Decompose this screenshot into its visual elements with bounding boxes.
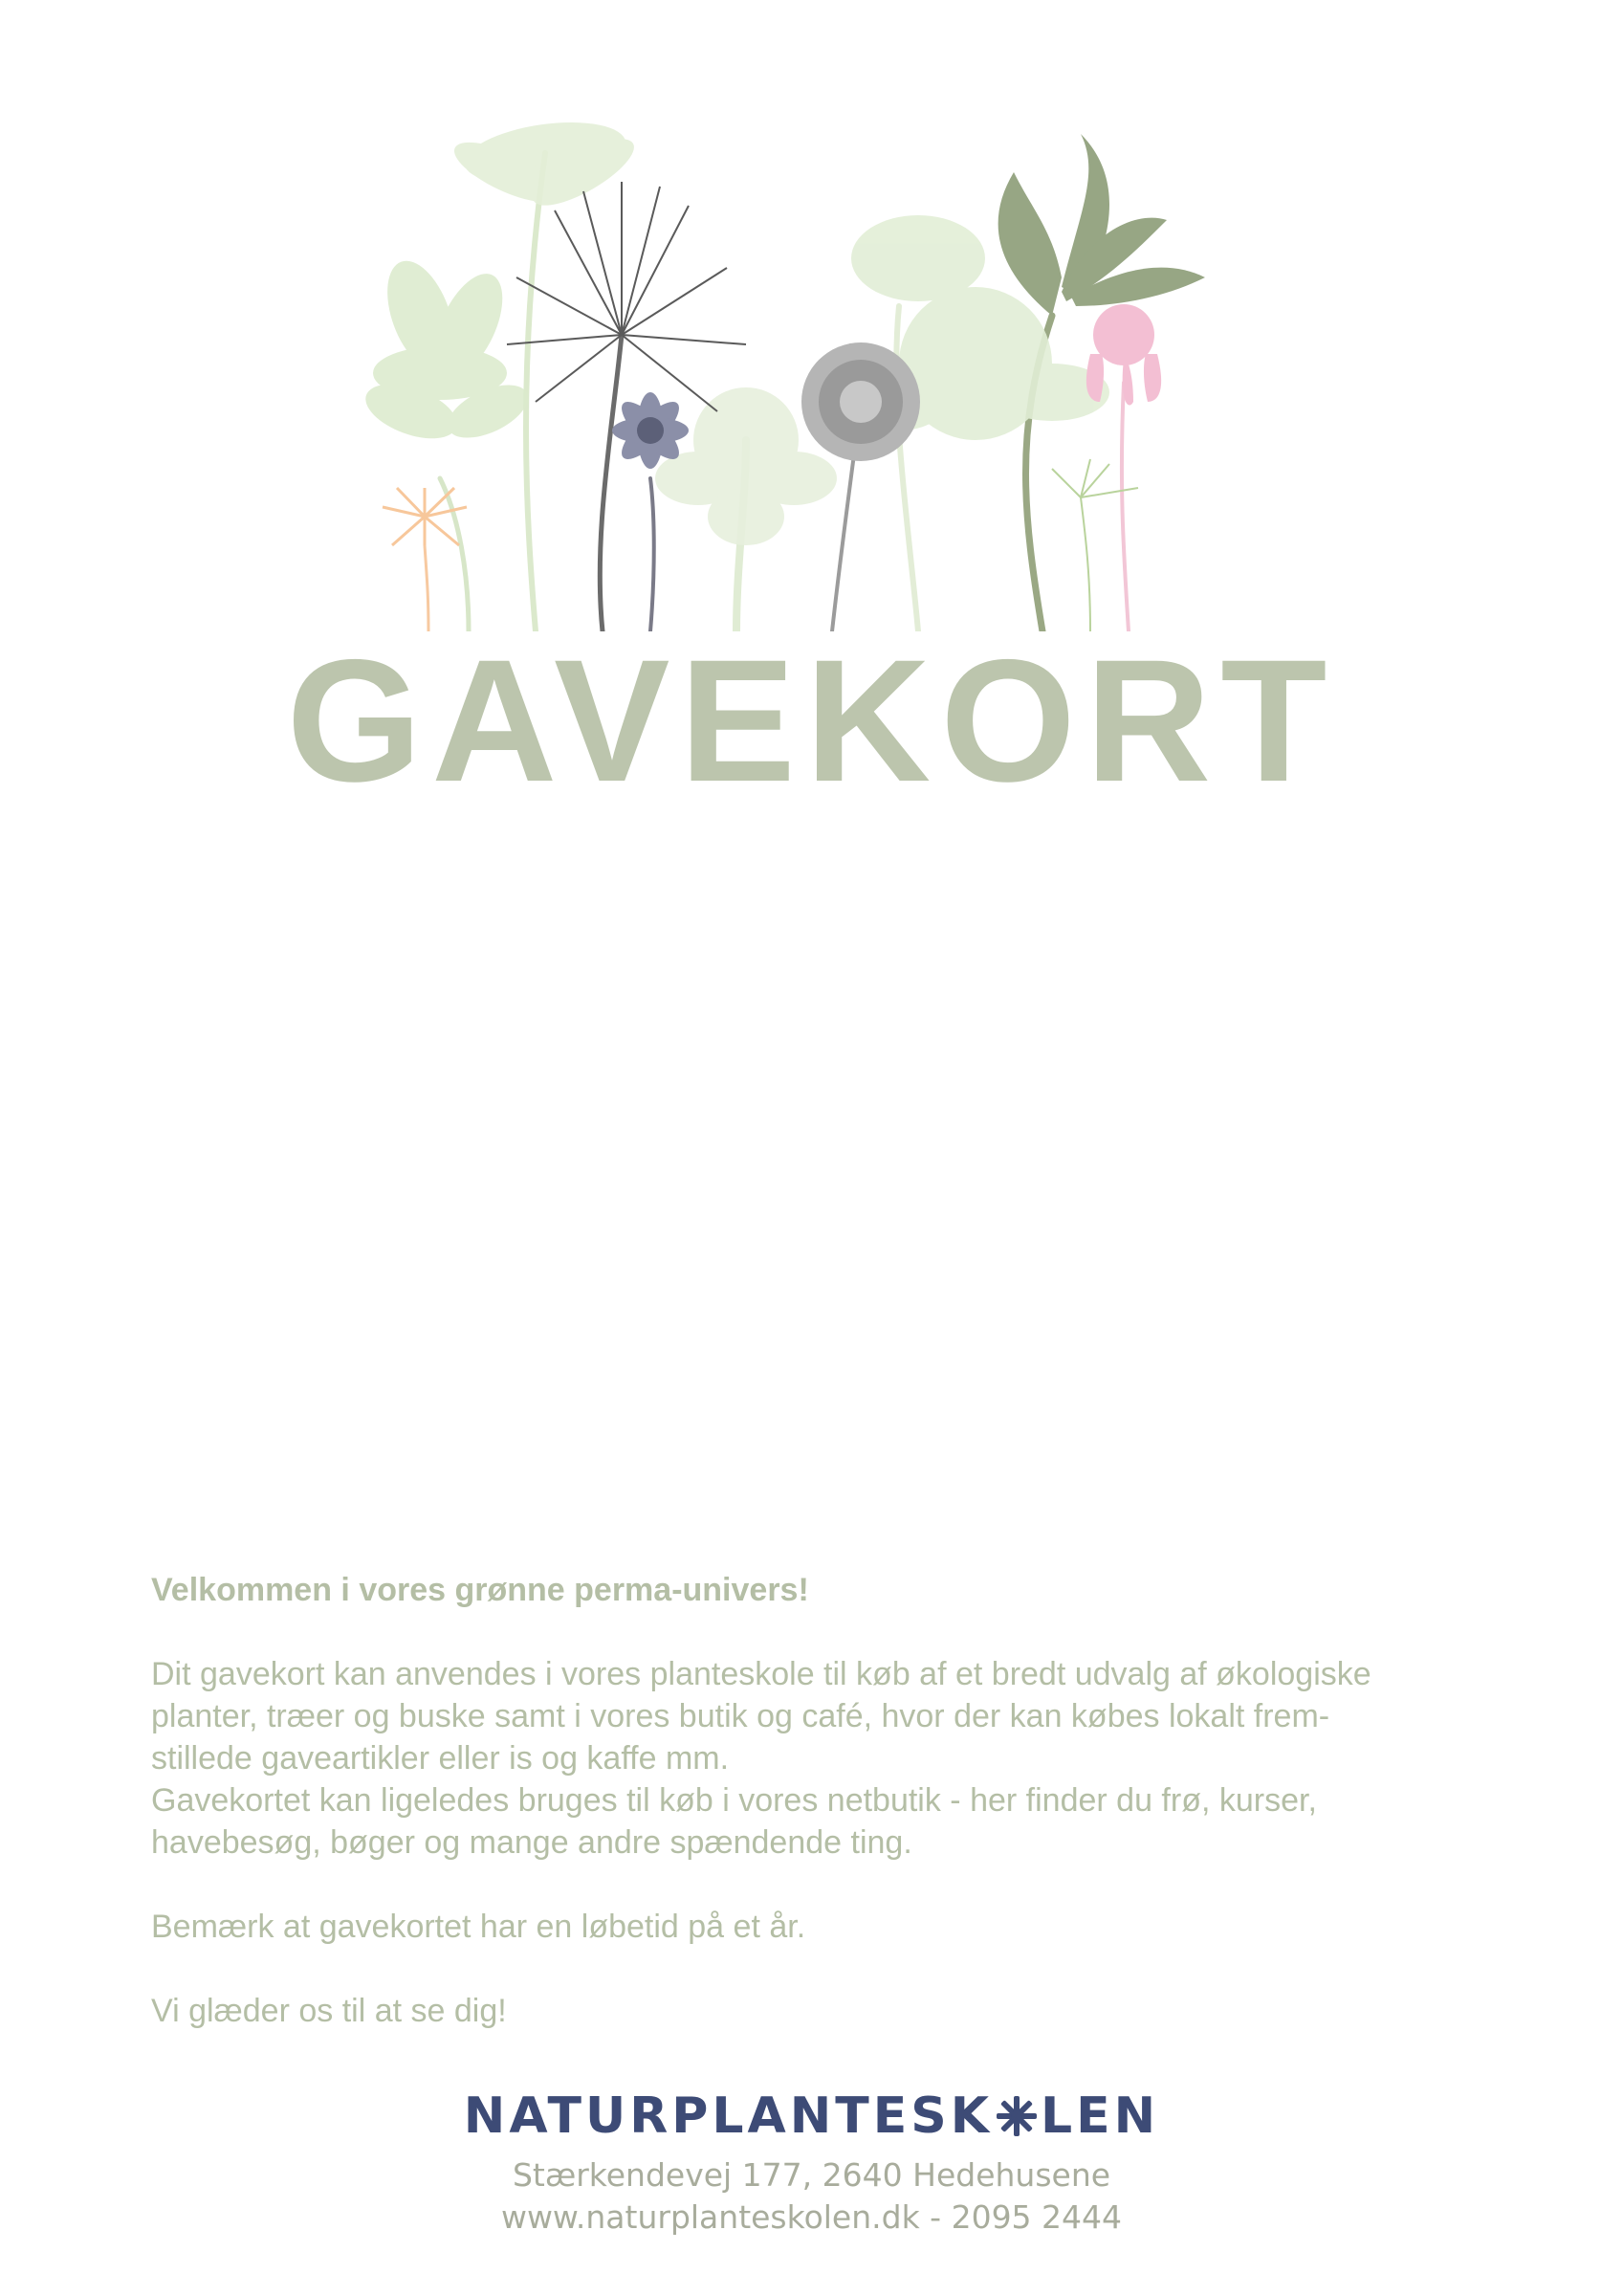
brand-name-part1: NATURPLANTESK (463, 2087, 994, 2145)
brand-name-part2: LEN (1041, 2087, 1160, 2145)
closing-line: Vi glæder os til at se dig! (151, 1993, 507, 2029)
paragraph-line: Gavekortet kan ligeledes bruges til køb i vores netbutik - her finder du frø, kurser, (151, 1782, 1317, 1819)
card-title: GAVEKORT (286, 623, 1337, 818)
paragraph-line: havebesøg, bøger og mange andre spændende ting. (151, 1824, 912, 1861)
brand-footer (0, 2087, 1623, 2239)
welcome-heading: Velkommen i vores grønne perma-univers! (151, 1572, 809, 1608)
paragraph-line: planter, træer og buske samt i vores butik og café, hvor der kan købes lokalt frem- (151, 1698, 1330, 1734)
validity-note: Bemærk at gavekortet har en løbetid på et år. (151, 1909, 806, 1945)
address: Stærkendevej 177, 2640 Hedehusene (512, 2156, 1111, 2194)
flower-illustration (325, 115, 1320, 631)
brand-logo (463, 2087, 1160, 2145)
cornflower-icon (995, 2094, 1039, 2138)
website-phone: www.naturplanteskolen.dk - 2095 2444 (500, 2198, 1123, 2236)
paragraph-line: stillede gaveartikler eller is og kaffe mm. (151, 1740, 730, 1777)
card-body (151, 1569, 1509, 2032)
paragraph-line: Dit gavekort kan anvendes i vores planteskole til køb af et bredt udvalg af økologiske (151, 1656, 1371, 1692)
